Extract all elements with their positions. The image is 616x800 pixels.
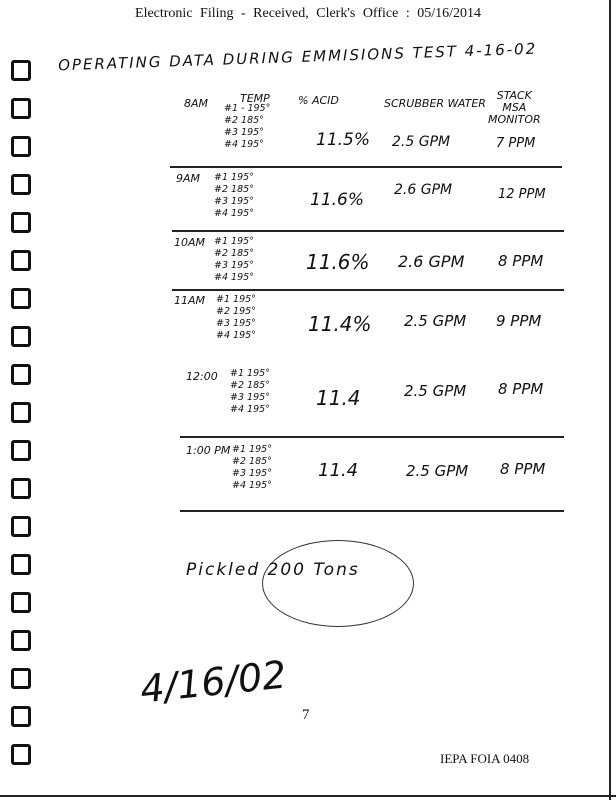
stack-value: 8 PPM bbox=[498, 252, 544, 270]
row-time: 8AM bbox=[184, 97, 209, 110]
temp-reading: #4 195° bbox=[230, 404, 270, 415]
note-circle bbox=[262, 540, 414, 627]
temp-reading: #1 195° bbox=[232, 444, 272, 455]
page-edge bbox=[609, 0, 611, 800]
column-header-stack bbox=[488, 90, 541, 126]
temp-reading: #4 195° bbox=[214, 272, 254, 283]
stack-header-line: MONITOR bbox=[488, 113, 541, 126]
temp-reading: #4 195° bbox=[216, 330, 256, 341]
row-time: 1:00 PM bbox=[186, 444, 231, 457]
row-divider bbox=[172, 230, 564, 232]
row-divider bbox=[172, 289, 564, 291]
scrubber-value: 2.5 GPM bbox=[404, 382, 467, 400]
page-bottom-edge bbox=[0, 795, 616, 797]
acid-value: 11.4 bbox=[316, 386, 361, 410]
binding-ring bbox=[11, 326, 31, 347]
temp-reading: #1 195° bbox=[230, 368, 270, 379]
temp-list bbox=[230, 368, 270, 416]
stack-header-line: MSA bbox=[502, 101, 527, 114]
row-time: 10AM bbox=[174, 236, 206, 249]
scrubber-value: 2.5 GPM bbox=[404, 312, 467, 330]
binding-ring bbox=[11, 174, 31, 195]
temp-reading: #3 195° bbox=[214, 260, 254, 271]
temp-reading: #1 - 195° bbox=[224, 103, 271, 114]
stack-value: 9 PPM bbox=[496, 312, 542, 330]
temp-reading: #3 195° bbox=[224, 127, 264, 138]
temp-reading: #2 195° bbox=[216, 306, 256, 317]
scrubber-value: 2.5 GPM bbox=[406, 462, 469, 480]
binding-ring bbox=[11, 592, 31, 613]
scrubber-value: 2.6 GPM bbox=[394, 182, 453, 198]
temp-reading: #1 195° bbox=[214, 172, 254, 183]
binding-ring bbox=[11, 630, 31, 651]
temp-list bbox=[216, 294, 256, 342]
stack-value: 12 PPM bbox=[498, 187, 546, 202]
temp-reading: #2 185° bbox=[232, 456, 272, 467]
row-time: 12:00 bbox=[186, 370, 218, 383]
scrubber-value: 2.5 GPM bbox=[392, 134, 451, 150]
acid-value: 11.5% bbox=[316, 130, 371, 150]
row-divider bbox=[180, 436, 564, 438]
binding-ring bbox=[11, 364, 31, 385]
binding-ring bbox=[11, 440, 31, 461]
binding-ring bbox=[11, 554, 31, 575]
binding-ring bbox=[11, 60, 31, 81]
binding-ring bbox=[11, 668, 31, 689]
temp-reading: #3 195° bbox=[216, 318, 256, 329]
column-header-temp: TEMP bbox=[240, 92, 270, 105]
stack-value: 8 PPM bbox=[500, 460, 546, 478]
row-time: 11AM bbox=[174, 294, 206, 307]
scrubber-value: 2.6 GPM bbox=[398, 252, 465, 271]
signed-date: 4/16/02 bbox=[138, 652, 289, 712]
binding-ring bbox=[11, 98, 31, 119]
stack-value: 8 PPM bbox=[498, 380, 544, 398]
page-number: 7 bbox=[302, 707, 310, 723]
temp-reading: #4 195° bbox=[232, 480, 272, 491]
binding-ring bbox=[11, 402, 31, 423]
temp-reading: #2 185° bbox=[214, 248, 254, 259]
binding-ring bbox=[11, 478, 31, 499]
temp-reading: #2 185° bbox=[224, 115, 264, 126]
binding-ring bbox=[11, 212, 31, 233]
acid-value: 11.6% bbox=[310, 190, 365, 210]
column-header-scrubber: SCRUBBER WATER bbox=[384, 97, 486, 110]
column-header-acid: % ACID bbox=[298, 94, 339, 107]
acid-value: 11.6% bbox=[306, 250, 370, 274]
temp-reading: #2 185° bbox=[214, 184, 254, 195]
temp-reading: #1 195° bbox=[216, 294, 256, 305]
temp-list bbox=[214, 172, 254, 220]
row-time: 9AM bbox=[176, 172, 201, 185]
temp-list bbox=[224, 103, 270, 151]
temp-reading: #3 195° bbox=[232, 468, 272, 479]
binding-ring bbox=[11, 516, 31, 537]
binding-ring bbox=[11, 706, 31, 727]
stack-header-line: STACK bbox=[496, 89, 532, 102]
binding-ring bbox=[11, 136, 31, 157]
filing-header: Electronic Filing - Received, Clerk's Office : 05/16/2014 bbox=[135, 6, 481, 21]
temp-reading: #3 195° bbox=[230, 392, 270, 403]
binding-ring bbox=[11, 744, 31, 765]
temp-reading: #4 195° bbox=[214, 208, 254, 219]
temp-reading: #3 195° bbox=[214, 196, 254, 207]
acid-value: 11.4% bbox=[308, 312, 372, 336]
row-divider bbox=[170, 166, 562, 168]
acid-value: 11.4 bbox=[318, 460, 359, 481]
tonnage-note: Pickled 200 Tons bbox=[186, 560, 360, 580]
binding-ring bbox=[11, 250, 31, 271]
temp-reading: #1 195° bbox=[214, 236, 254, 247]
temp-reading: #4 195° bbox=[224, 139, 264, 150]
foia-footer: IEPA FOIA 0408 bbox=[440, 751, 530, 766]
binding-ring bbox=[11, 288, 31, 309]
page-title: OPERATING DATA DURING EMMISIONS TEST 4-16-02 bbox=[57, 39, 538, 75]
row-divider bbox=[180, 510, 564, 512]
stack-value: 7 PPM bbox=[496, 136, 536, 151]
temp-list bbox=[232, 444, 272, 492]
temp-reading: #2 185° bbox=[230, 380, 270, 391]
temp-list bbox=[214, 236, 254, 284]
